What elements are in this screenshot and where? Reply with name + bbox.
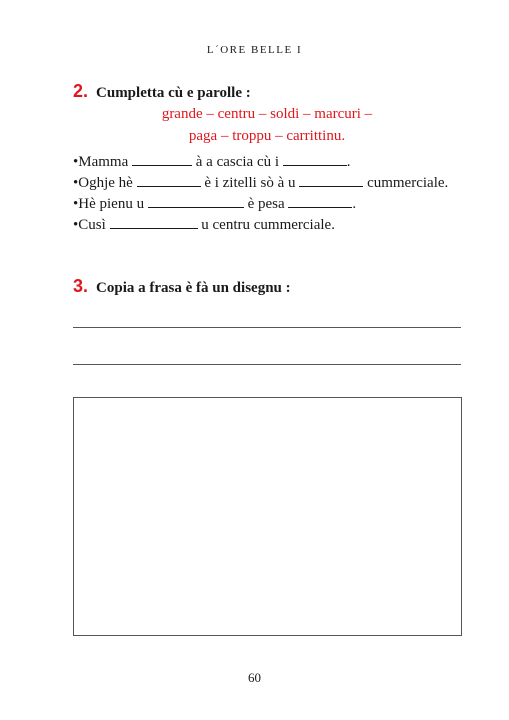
sentence-text: . <box>352 196 357 212</box>
running-header: L´ORE BELLE I <box>206 44 303 56</box>
sentence-text: u centru cummerciale. <box>201 217 335 233</box>
exercise-sentence <box>73 175 448 192</box>
fill-blank[interactable] <box>148 206 244 208</box>
exercise-sentence <box>73 217 335 234</box>
exercise-sentence <box>73 154 351 171</box>
section-3-number: 3. <box>73 276 89 296</box>
fill-blank[interactable] <box>110 227 198 229</box>
section-2-number: 2. <box>73 81 89 101</box>
sentence-text: cummerciale. <box>367 175 449 191</box>
sentence-text: è pesa <box>247 196 285 212</box>
sentence-text: •Cusì <box>73 217 106 233</box>
copy-writing-line-2[interactable] <box>73 364 461 365</box>
drawing-box[interactable] <box>73 397 462 636</box>
fill-blank[interactable] <box>283 164 347 166</box>
fill-blank[interactable] <box>299 185 363 187</box>
word-bank-line-2: paga – troppu – carrittinu. <box>188 128 346 144</box>
section-3-title-text: Copia a frasa è fà un disegnu : <box>96 280 291 296</box>
sentence-text: •Oghje hè <box>73 175 133 191</box>
sentence-text: è i zitelli sò à u <box>204 175 296 191</box>
section-3-title <box>73 276 291 297</box>
section-2-title-text: Cumpletta cù e parolle : <box>96 85 251 101</box>
section-2-title <box>73 81 251 102</box>
sentence-text: •Mamma <box>73 154 129 170</box>
exercise-sentence <box>73 196 356 213</box>
page-number: 60 <box>248 670 261 685</box>
fill-blank[interactable] <box>137 185 201 187</box>
sentence-text: . <box>346 154 351 170</box>
fill-blank[interactable] <box>288 206 352 208</box>
sentence-text: à a cascia cù i <box>195 154 280 170</box>
word-bank-line-1: grande – centru – soldi – marcuri – <box>161 106 373 122</box>
copy-writing-line-1[interactable] <box>73 327 461 328</box>
sentence-text: •Hè pienu u <box>73 196 145 212</box>
fill-blank[interactable] <box>132 164 192 166</box>
